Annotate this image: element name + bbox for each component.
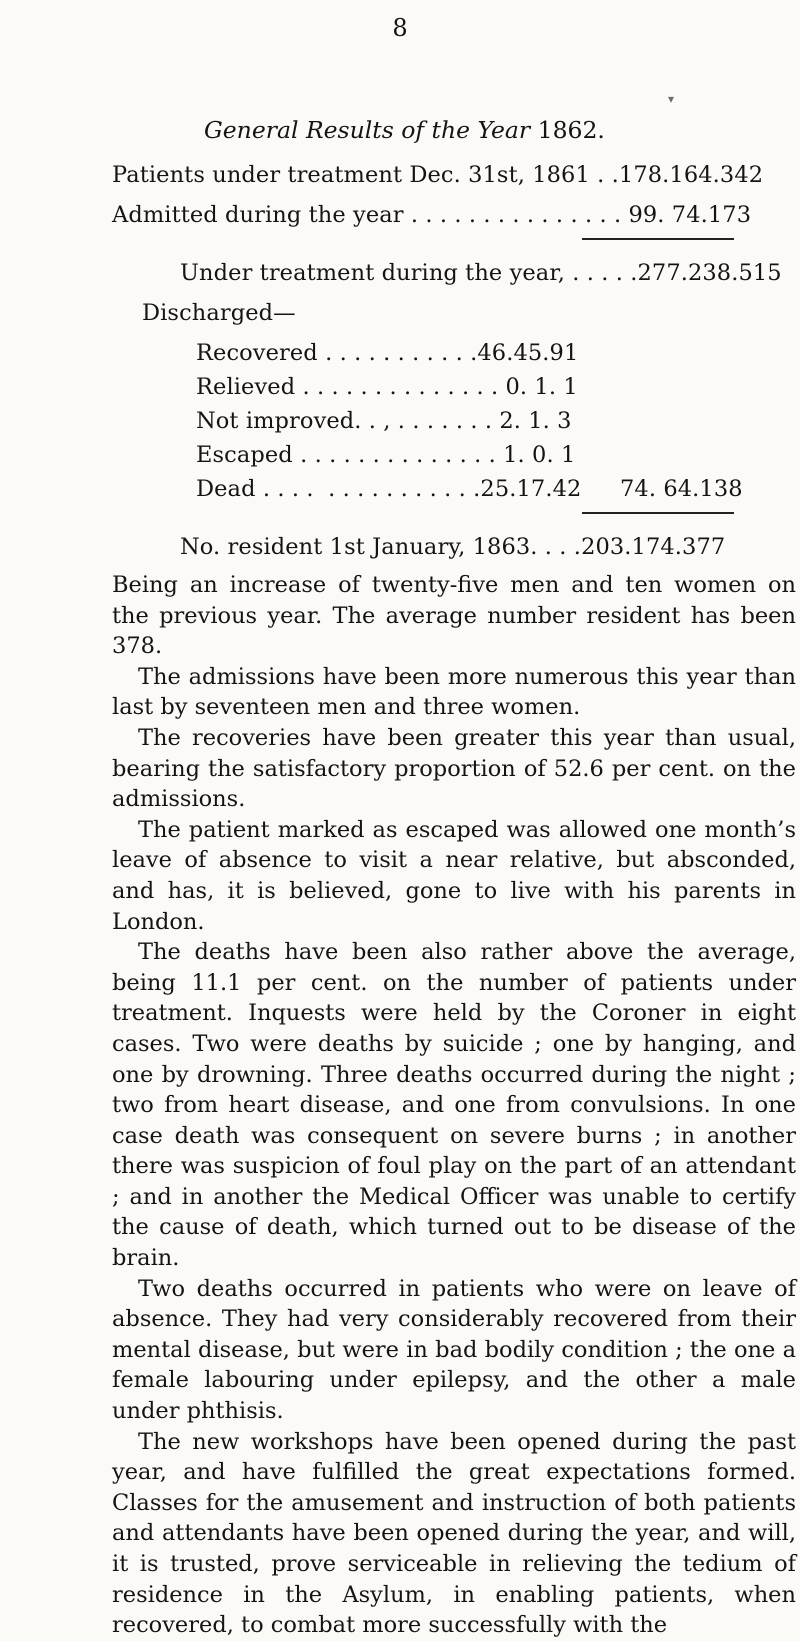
paragraph: Two deaths occurred in patients who were on leave of absence. They had very considerably recovered from their mental disease, but were in bad bodily condition ; the one a female labouring under epilepsy, and the other a male under phthisis. [112, 1275, 796, 1425]
row-label: No. resident 1st January, 1863 [180, 534, 531, 560]
row-leader: . . [589, 162, 619, 188]
row-label: Not improved [196, 408, 355, 434]
heading-title: General Results of the Year [204, 116, 531, 144]
row-value: 0. 1. 1 [505, 374, 578, 400]
printer-mark: ▾ [668, 92, 675, 106]
row-value: 25.17.42 [480, 476, 582, 502]
table-row-admitted [112, 202, 751, 228]
table-row-resident [180, 534, 725, 560]
row-label: Patients under treatment Dec. 31st, 1861 [112, 162, 590, 188]
row-value: 2. 1. 3 [499, 408, 572, 434]
row-leader: , . . . . . [557, 260, 638, 286]
section-heading [204, 116, 605, 144]
table-row-recovered [196, 340, 578, 366]
discharged-label: Discharged— [142, 300, 296, 326]
discharged-total: 74. 64.138 [620, 476, 743, 502]
row-label: Dead [196, 476, 256, 502]
paragraph: The recoveries have been greater this year than usual, bearing the satisfactory proportion of 52.6 per cent. on the admissions. [112, 724, 796, 813]
row-label: Relieved [196, 374, 296, 400]
row-value: 99. 74.173 [628, 202, 752, 228]
row-label: Escaped [196, 442, 293, 468]
row-value: 203.174.377 [581, 534, 726, 560]
paragraph: The admissions have been more numerous this year than last by seventeen men and three women. [112, 663, 796, 721]
row-value: 1. 0. 1 [503, 442, 576, 468]
row-label: Admitted during the year [112, 202, 404, 228]
table-row-dead [196, 476, 581, 502]
row-leader: . . . . . . . . . . . . . . [295, 374, 506, 400]
row-label: Recovered [196, 340, 318, 366]
table-row-under-treatment-year [180, 260, 782, 286]
row-leader: . . . . . . . . . . . . . . . [403, 202, 629, 228]
row-leader: . . . . . . . . . . . [317, 340, 478, 366]
paragraph: Being an increase of twenty-five men and ten women on the previous year. The average number resident has been 378. [112, 572, 796, 660]
row-value: 46.45.91 [477, 340, 579, 366]
table-row-not-improved [196, 408, 572, 434]
body-text [112, 570, 796, 1641]
table-row-under-treatment-start [112, 162, 763, 188]
row-leader: . . . . [530, 534, 582, 560]
table-row-relieved [196, 374, 578, 400]
heading-year: 1862. [537, 116, 605, 144]
row-label: Under treatment during the year [180, 260, 558, 286]
row-value: 277.238.515 [637, 260, 782, 286]
page-number: 8 [392, 14, 408, 42]
row-leader: . . . . . . . . . . . . . . . [255, 476, 481, 502]
paragraph: The new workshops have been opened during the past year, and have fulfilled the great expectations formed. Classes for the amusement and instruction of both patients and attendants have been opened during the year, and will, it is trusted, prove serviceable in relieving the tedium of residence in the Asylum, in enabling patients, when recovered, to combat more successfully with the [112, 1428, 796, 1639]
row-leader: . . . . . . . . . . . . . . [292, 442, 504, 468]
row-value: 178.164.342 [618, 162, 764, 188]
paragraph: The patient marked as escaped was allowed one month’s leave of absence to visit a near relative, but absconded, and has, it is believed, gone to live with his parents in London. [112, 816, 796, 935]
paragraph: The deaths have been also rather above the average, being 11.1 per cent. on the number of patients under treatment. Inquests were held by the Coroner in eight cases. Two were deaths by suicide ; one by hanging, and one by drowning. Three deaths occurred during the night ; two from heart disease, and one from convulsions. In one case death was consequent on severe burns ; in another there was suspicion of foul play on the part of an attendant ; and in another the Medical Officer was unable to certify the cause of death, which turned out to be disease of the brain. [112, 939, 796, 1272]
sum-rule [582, 512, 734, 514]
row-leader: . . , . . . . . . . [354, 408, 500, 434]
table-row-escaped [196, 442, 575, 468]
sum-rule [582, 238, 734, 240]
